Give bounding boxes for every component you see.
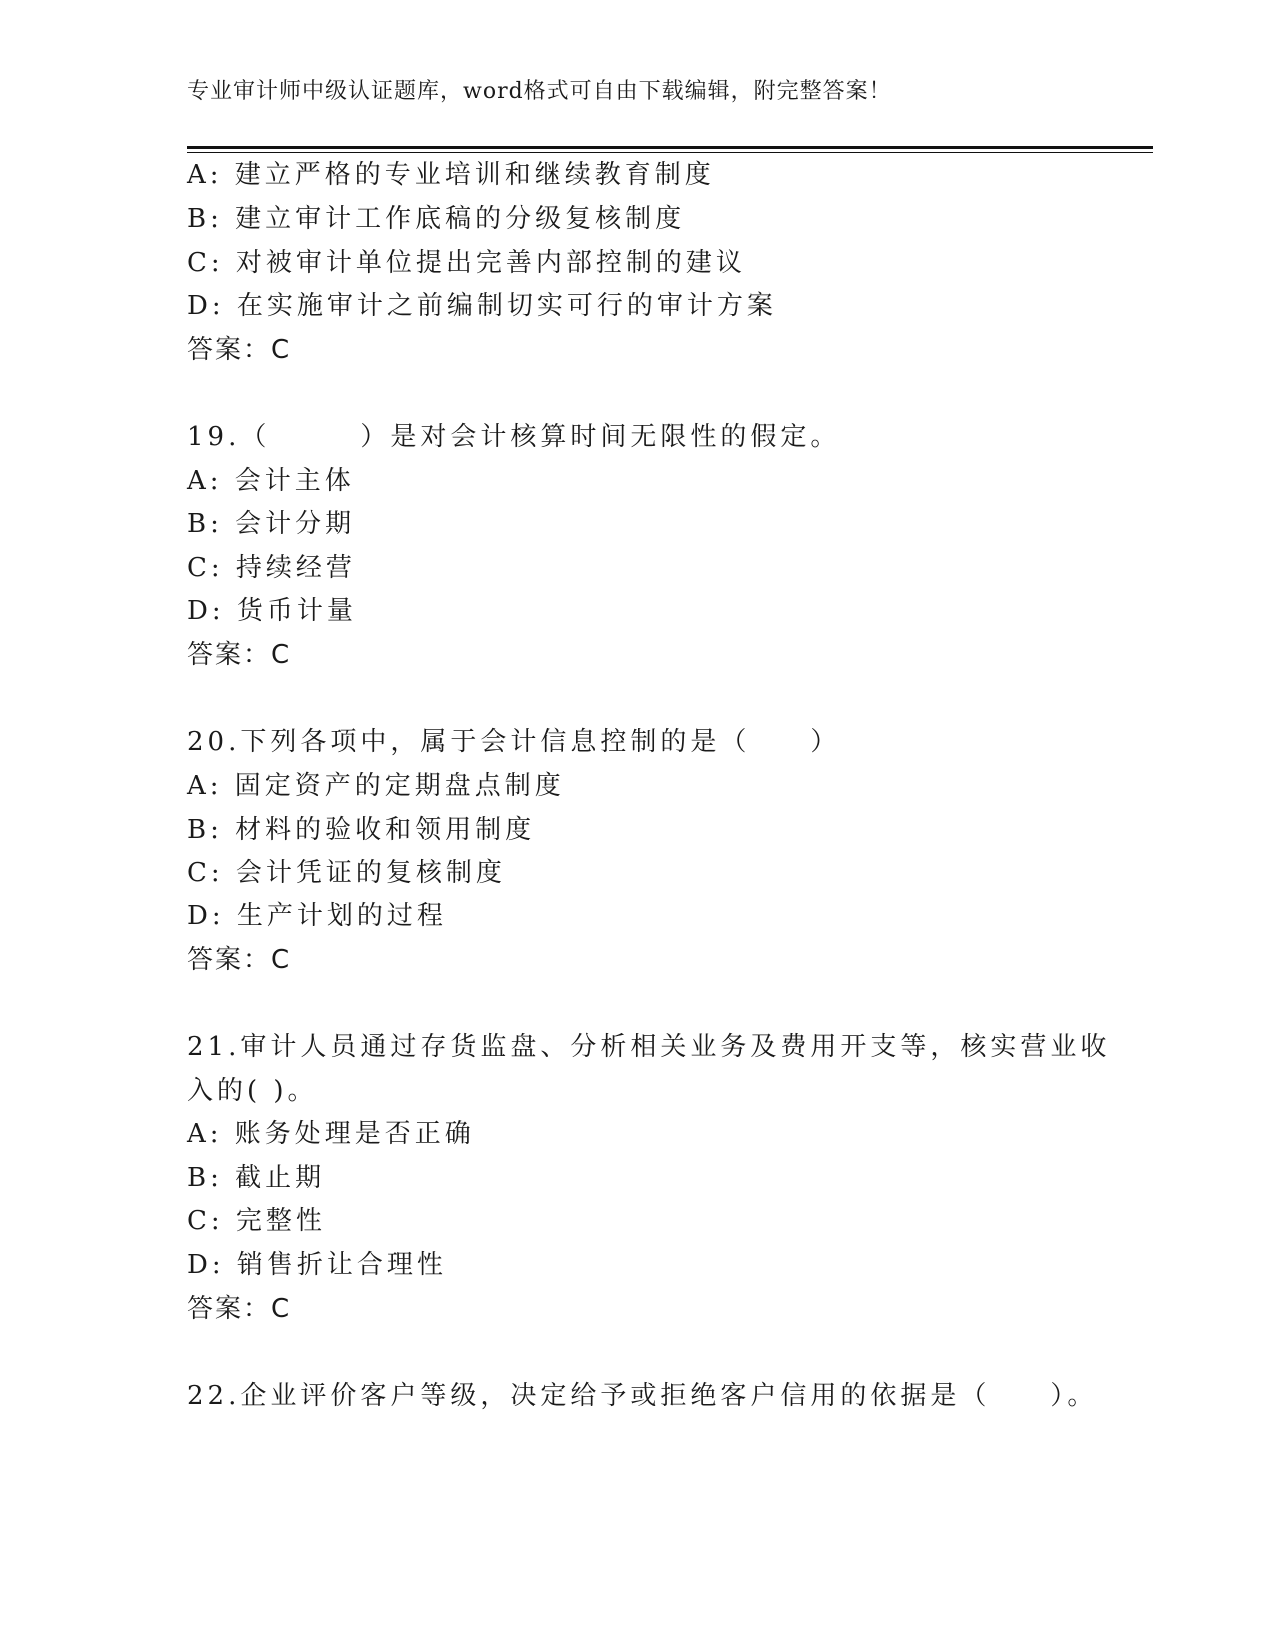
q20-option-a: A: 固定资产的定期盘点制度 xyxy=(187,771,565,801)
q20-option-b: B: 材料的验收和领用制度 xyxy=(187,815,536,845)
q21-option-b: B: 截止期 xyxy=(187,1163,326,1193)
q21-option-c: C: 完整性 xyxy=(187,1206,326,1236)
page-header: 专业审计师中级认证题库，word格式可自由下载编辑，附完整答案！ xyxy=(187,79,892,104)
prev-option-b: B: 建立审计工作底稿的分级复核制度 xyxy=(187,204,686,234)
header-rule-thick xyxy=(187,146,1153,149)
q21-option-d: D: 销售折让合理性 xyxy=(187,1250,447,1280)
q21-stem-line1: 21.审计人员通过存货监盘、分析相关业务及费用开支等，核实营业收 xyxy=(187,1032,1111,1062)
q19-stem: 19.（ ）是对会计核算时间无限性的假定。 xyxy=(187,422,841,452)
q20-option-d: D: 生产计划的过程 xyxy=(187,901,447,931)
q20-answer: 答案：C xyxy=(187,945,292,975)
prev-option-d: D: 在实施审计之前编制切实可行的审计方案 xyxy=(187,291,777,321)
q21-option-a: A: 账务处理是否正确 xyxy=(187,1119,475,1149)
q19-answer: 答案：C xyxy=(187,640,292,670)
q19-option-a: A: 会计主体 xyxy=(187,466,355,496)
q22-stem: 22.企业评价客户等级，决定给予或拒绝客户信用的依据是（ ）。 xyxy=(187,1381,1098,1411)
q19-option-d: D: 货币计量 xyxy=(187,596,357,626)
prev-option-a: A: 建立严格的专业培训和继续教育制度 xyxy=(187,160,715,190)
q19-option-c: C: 持续经营 xyxy=(187,553,356,583)
prev-option-c: C: 对被审计单位提出完善内部控制的建议 xyxy=(187,248,746,278)
header-rule-thin xyxy=(187,152,1153,153)
q20-option-c: C: 会计凭证的复核制度 xyxy=(187,858,506,888)
q21-answer: 答案：C xyxy=(187,1294,292,1324)
q19-option-b: B: 会计分期 xyxy=(187,509,356,539)
prev-answer: 答案：C xyxy=(187,335,292,365)
q21-stem-line2: 入的( )。 xyxy=(187,1076,318,1106)
q20-stem: 20.下列各项中，属于会计信息控制的是（ ） xyxy=(187,727,841,757)
